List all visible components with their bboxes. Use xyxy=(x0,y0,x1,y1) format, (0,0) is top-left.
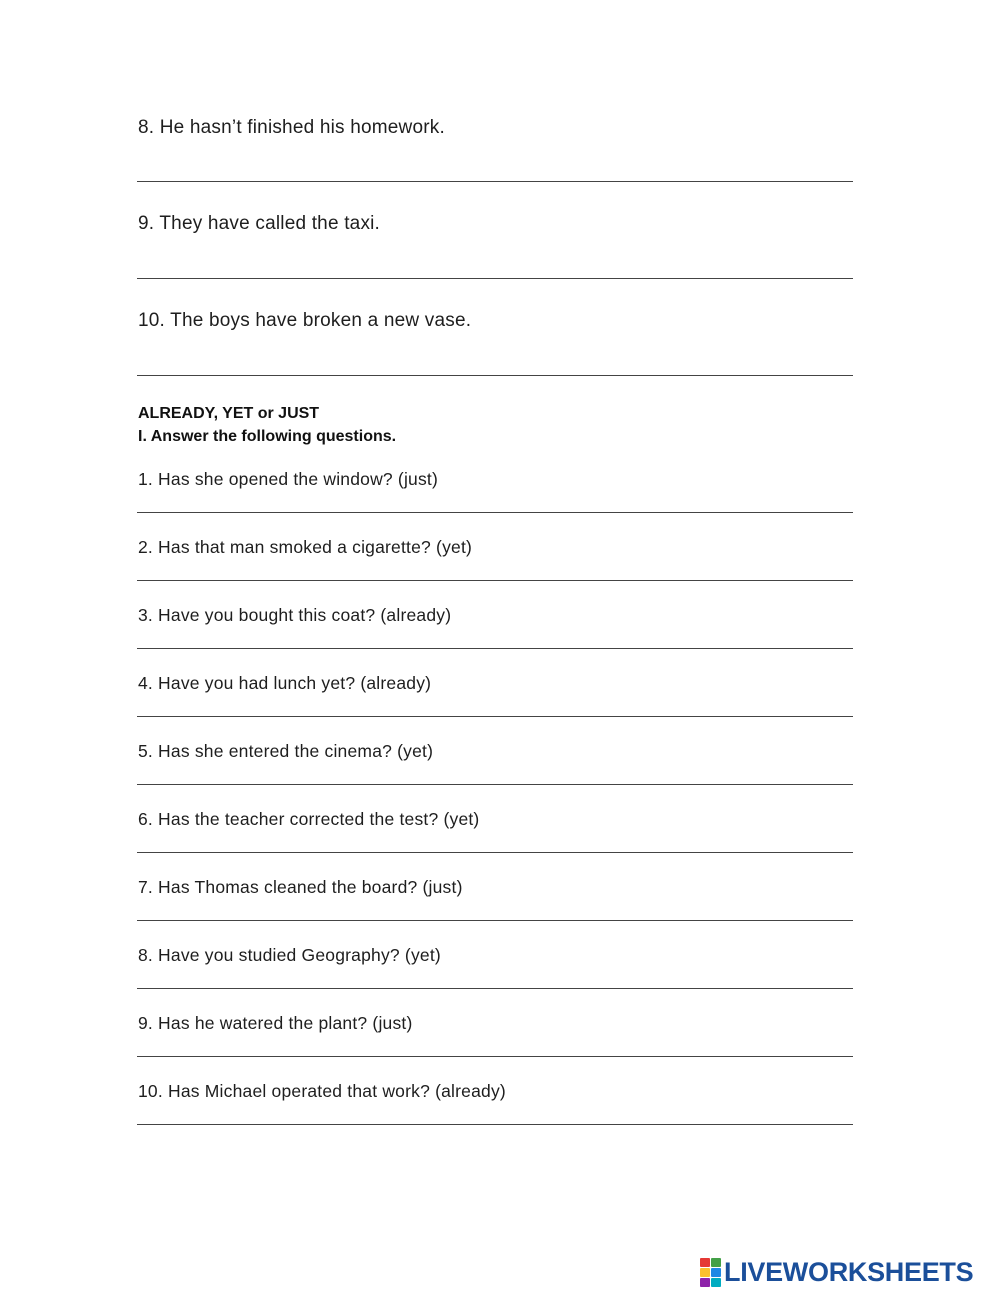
question-1: 1. Has she opened the window? (just) xyxy=(138,469,439,489)
answer-line[interactable] xyxy=(137,784,853,785)
logo-tile xyxy=(711,1258,721,1267)
answer-line[interactable] xyxy=(137,648,853,649)
sentence-8: 8. He hasn’t finished his homework. xyxy=(138,117,445,138)
sentence-9: 9. They have called the taxi. xyxy=(138,213,381,234)
logo-tile xyxy=(700,1258,710,1267)
logo-tile xyxy=(711,1278,721,1287)
question-5: 5. Has she entered the cinema? (yet) xyxy=(138,741,434,761)
liveworksheets-logo xyxy=(700,1258,973,1286)
answer-line[interactable] xyxy=(137,1124,853,1125)
answer-line[interactable] xyxy=(137,580,853,581)
answer-line[interactable] xyxy=(137,1056,853,1057)
answer-line[interactable] xyxy=(137,375,853,376)
section-instruction: I. Answer the following questions. xyxy=(138,428,397,445)
question-6: 6. Has the teacher corrected the test? (yet) xyxy=(138,809,480,829)
question-3: 3. Have you bought this coat? (already) xyxy=(138,605,452,625)
sentence-10: 10. The boys have broken a new vase. xyxy=(138,310,472,331)
question-2: 2. Has that man smoked a cigarette? (yet) xyxy=(138,537,473,557)
logo-tile xyxy=(700,1278,710,1287)
question-9: 9. Has he watered the plant? (just) xyxy=(138,1013,413,1033)
brand-name: LIVEWORKSHEETS xyxy=(724,1256,974,1287)
section-title: ALREADY, YET or JUST xyxy=(138,405,320,422)
question-8: 8. Have you studied Geography? (yet) xyxy=(138,945,441,965)
logo-tiles-icon xyxy=(700,1258,721,1287)
logo-tile xyxy=(711,1268,721,1277)
answer-line[interactable] xyxy=(137,852,853,853)
answer-line[interactable] xyxy=(137,988,853,989)
answer-line[interactable] xyxy=(137,181,853,182)
answer-line[interactable] xyxy=(137,512,853,513)
answer-line[interactable] xyxy=(137,278,853,279)
question-7: 7. Has Thomas cleaned the board? (just) xyxy=(138,877,463,897)
question-10: 10. Has Michael operated that work? (already) xyxy=(138,1081,506,1101)
question-4: 4. Have you had lunch yet? (already) xyxy=(138,673,432,693)
answer-line[interactable] xyxy=(137,716,853,717)
logo-tile xyxy=(700,1268,710,1277)
answer-line[interactable] xyxy=(137,920,853,921)
